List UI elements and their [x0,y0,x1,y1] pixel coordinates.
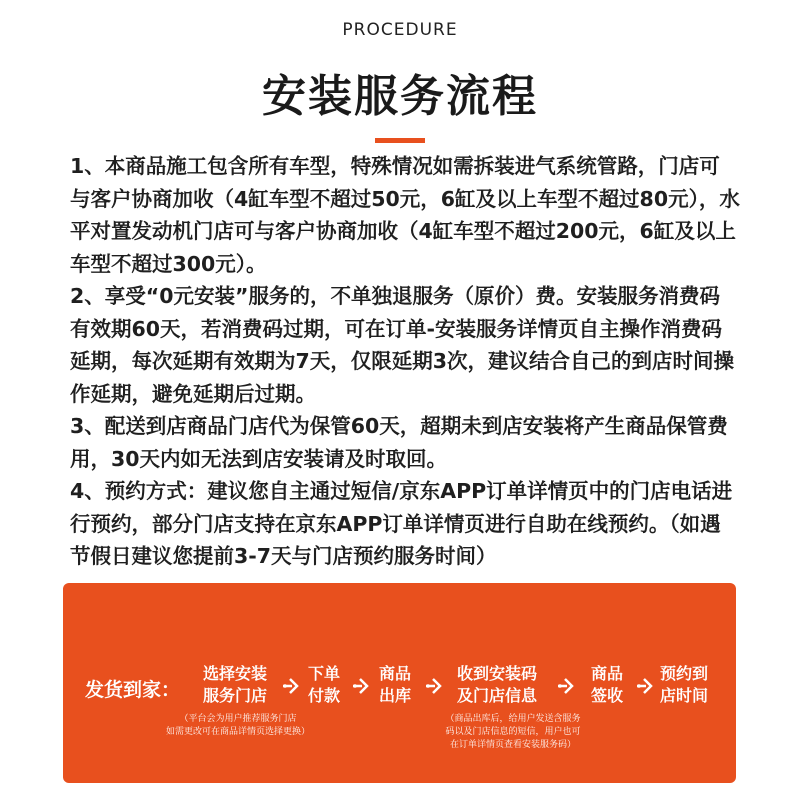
step-line: 选择安装 [203,664,268,683]
step-line: 及门店信息 [457,686,538,705]
step-line: 签收 [591,686,624,705]
note-line: 码以及门店信息的短信，用户也可 [445,727,581,737]
flow-step-receive-code [457,663,537,707]
rule-item-1: 1、本商品施工包含所有车型，特殊情况如需拆装进气系统管路，门店可与客户协商加收（4缸车型不超过50元，6缸及以上车型不超过80元），水平对置发动机门店可与客户协商加收（4缸车型不超过200元，6缸及以上车型不超过300元）。 [70,154,740,276]
rule-item-2: 2、享受“0元安装”服务的，不单独退服务（原价）费。安装服务消费码有效期60天，若消费码过期，可在订单-安装服务详情页自主操作消费码延期，每次延期有效期为7天，仅限延期3次，建议结合自己的到店时间操作延期，避免延期后过期。 [70,284,735,406]
step-line: 商品 [379,664,412,683]
chevron-right-icon [636,673,658,699]
procedure-subtitle: PROCEDURE [342,20,458,40]
flow-step-sign-receipt [591,663,623,707]
step-line: 店时间 [660,686,709,705]
flow-step-book-time [660,663,708,707]
rule-item-3: 3、配送到店商品门店代为保管60天，超期未到店安装将产生商品保管费用，30天内如无法到店安装请及时取回。 [70,414,728,471]
flow-steps-row [63,663,736,711]
note-line: （商品出库后，给用户发送含服务 [445,714,581,724]
note-line: 在订单详情页查看安装服务码） [449,740,576,750]
step-line: 收到安装码 [457,664,538,683]
chevron-right-icon [557,673,579,699]
step-line: 预约到 [660,664,709,683]
step-line: 商品 [591,664,624,683]
note-line: 如需更改可在商品详情页选择更换） [165,727,310,737]
chevron-right-icon [282,673,304,699]
step-line: 下单 [308,664,341,683]
step-line: 服务门店 [203,686,268,705]
flow-label: 发货到家： [85,679,181,701]
rule-item-4: 4、预约方式：建议您自主通过短信/京东APP订单详情页中的门店电话进行预约，部分门店支持在京东APP订单详情页进行自助在线预约。（如遇节假日建议您提前3-7天与门店预约服务时间） [70,479,733,568]
title-underline [375,138,425,143]
flow-note-store [138,713,338,739]
page-title: 安装服务流程 [262,71,538,122]
step-line: 出库 [379,686,412,705]
flow-panel [63,583,736,783]
flow-note-code [418,713,608,752]
chevron-right-icon [425,673,447,699]
note-line: （平台会为用户推荐服务门店 [179,714,297,724]
flow-step-order-pay [308,663,340,707]
chevron-right-icon [352,673,374,699]
flow-step-dispatch [379,663,411,707]
rules-list [70,150,740,573]
flow-step-select-store [203,663,267,707]
step-line: 付款 [308,686,341,705]
